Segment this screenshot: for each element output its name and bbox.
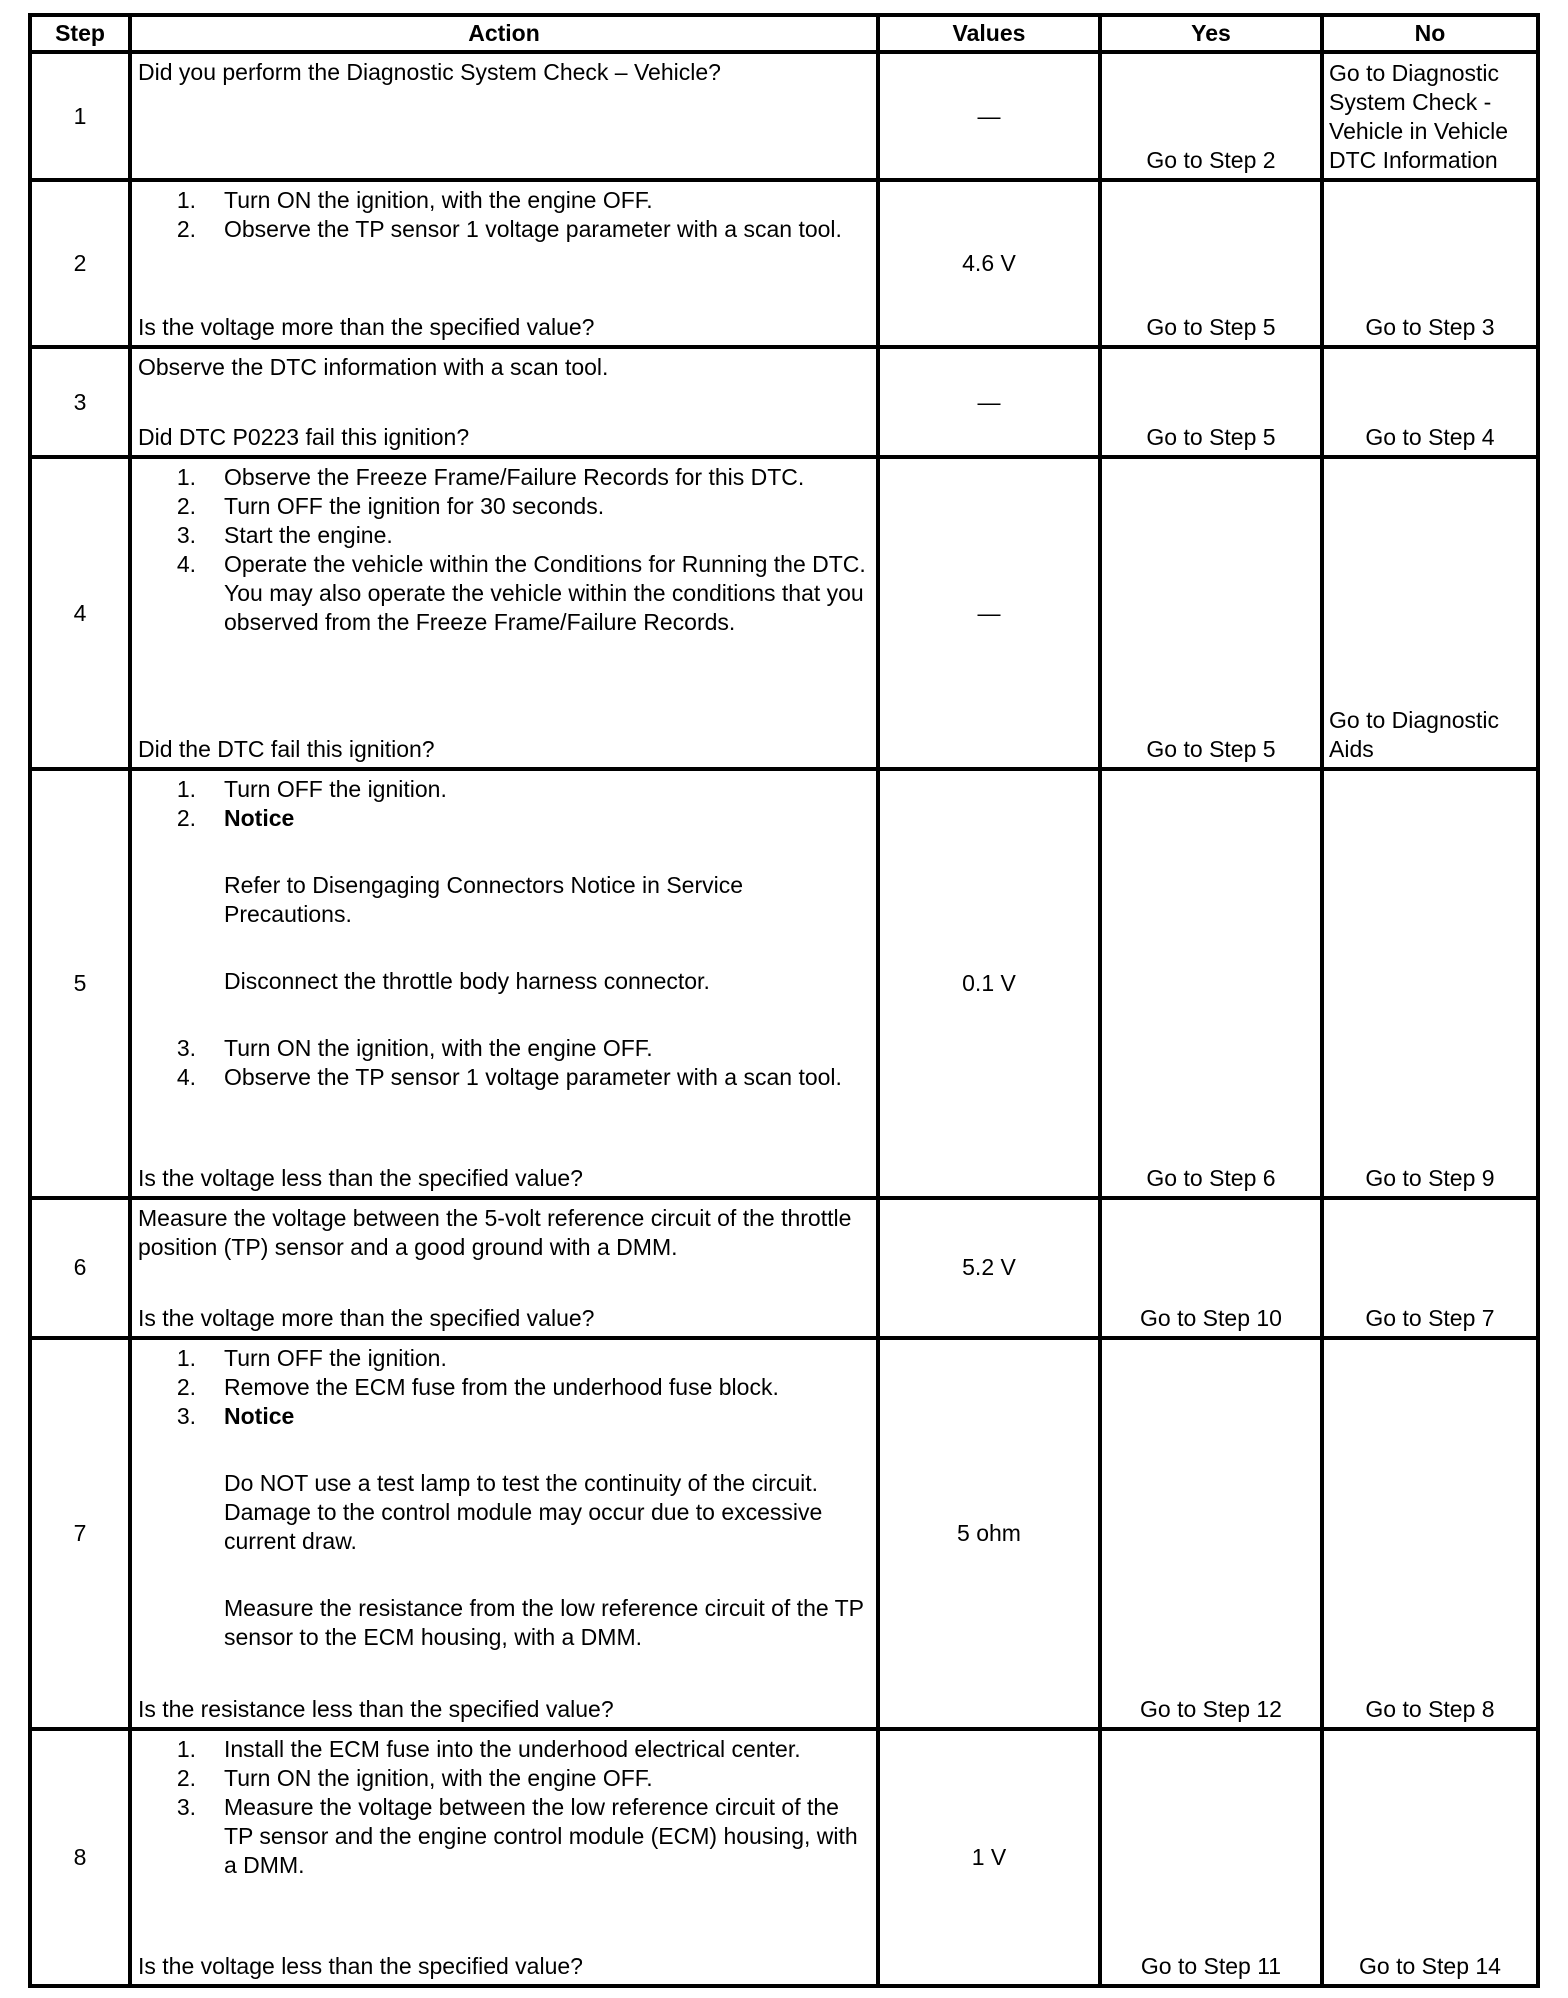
value-cell: 5 ohm: [878, 1338, 1100, 1729]
notice-text: Do NOT use a test lamp to test the continuity of the circuit. Damage to the control module may occur due to excessive current draw.: [224, 1469, 823, 1554]
table-row: [30, 457, 1538, 768]
no-result: Go to Step 8: [1365, 1696, 1495, 1723]
action-cell: [130, 1729, 878, 1986]
action-steps: [138, 186, 870, 244]
value-cell: 5.2 V: [878, 1198, 1100, 1338]
no-cell: [1322, 769, 1538, 1199]
action-cell: [130, 1338, 878, 1729]
no-result: Go to Step 9: [1365, 1165, 1495, 1192]
value-cell: 1 V: [878, 1729, 1100, 1986]
no-cell: [1322, 1338, 1538, 1729]
list-item: 3. Notice Do NOT use a test lamp to test the continuity of the circuit. Damage to the control module may occur due to excessive current draw. Measure the resistance from the low reference circuit of the TP sensor to the ECM housing, with a DMM.: [138, 1402, 870, 1652]
action-question: Did you perform the Diagnostic System Check – Vehicle?: [138, 59, 721, 85]
list-item: 1. Turn ON the ignition, with the engine OFF.: [176, 187, 653, 214]
list-item: 3. Measure the voltage between the low reference circuit of the TP sensor and the engine control module (ECM) housing, with a DMM.: [176, 1794, 858, 1879]
action-cell: [130, 769, 878, 1199]
step-number: 2: [30, 180, 130, 347]
header-row: [30, 15, 1538, 52]
table-row: [30, 52, 1538, 180]
yes-cell: [1100, 52, 1322, 180]
action-steps: [138, 1735, 870, 1880]
list-item: 1. Turn OFF the ignition.: [176, 1344, 447, 1371]
value-cell: —: [878, 52, 1100, 180]
value-cell: 0.1 V: [878, 769, 1100, 1199]
list-item: 4. Operate the vehicle within the Conditions for Running the DTC. You may also operate the vehicle within the conditions that you observed from the Freeze Frame/Failure Records.: [176, 551, 866, 636]
action-text: Measure the voltage between the 5-volt reference circuit of the throttle position (TP) sensor and a good ground with a DMM.: [138, 1205, 852, 1261]
no-result: Go to Diagnostic Aids: [1329, 706, 1500, 762]
yes-cell: [1100, 769, 1322, 1199]
yes-result: Go to Step 12: [1140, 1696, 1282, 1723]
yes-cell: [1100, 1198, 1322, 1338]
no-cell: [1322, 1729, 1538, 1986]
table-row: [30, 180, 1538, 347]
no-result: Go to Step 3: [1365, 314, 1495, 341]
yes-cell: [1100, 180, 1322, 347]
no-cell: [1322, 347, 1538, 457]
action-question: Is the voltage more than the specified value?: [138, 314, 595, 341]
yes-cell: [1100, 347, 1322, 457]
step-number: 6: [30, 1198, 130, 1338]
list-item: 1. Install the ECM fuse into the underhood electrical center.: [176, 1736, 801, 1763]
step-number: 1: [30, 52, 130, 180]
header-yes: Yes: [1100, 15, 1322, 52]
notice-title: Notice: [224, 804, 295, 831]
table-row: [30, 769, 1538, 1199]
action-question: Is the resistance less than the specified value?: [138, 1696, 614, 1723]
notice-action: Measure the resistance from the low reference circuit of the TP sensor to the ECM housing, with a DMM.: [224, 1594, 864, 1650]
notice-action: Disconnect the throttle body harness connector.: [224, 967, 710, 994]
list-item: 3. Turn ON the ignition, with the engine OFF.: [176, 1034, 653, 1061]
yes-result: Go to Step 6: [1146, 1165, 1276, 1192]
yes-cell: [1100, 457, 1322, 768]
list-item: 2. Turn OFF the ignition for 30 seconds.: [176, 493, 605, 520]
no-result: Go to Step 14: [1359, 1953, 1501, 1979]
action-text: Observe the DTC information with a scan tool.: [138, 354, 609, 381]
action-question: Is the voltage less than the specified value?: [138, 1165, 583, 1192]
yes-result: Go to Step 2: [1146, 147, 1276, 174]
step-number: 5: [30, 769, 130, 1199]
action-cell: [130, 1198, 878, 1338]
step-number: 8: [30, 1729, 130, 1986]
value-cell: 4.6 V: [878, 180, 1100, 347]
list-item: 1. Observe the Freeze Frame/Failure Records for this DTC.: [176, 464, 805, 491]
action-question: Did DTC P0223 fail this ignition?: [138, 424, 470, 451]
action-steps: [138, 463, 870, 637]
action-steps: [138, 1344, 870, 1652]
header-action: Action: [130, 15, 878, 52]
action-steps: [138, 775, 870, 1092]
action-cell: [130, 457, 878, 768]
yes-cell: [1100, 1729, 1322, 1986]
no-result: Go to Step 4: [1365, 424, 1495, 451]
action-question: Is the voltage less than the specified value?: [138, 1953, 583, 1979]
no-cell: [1322, 457, 1538, 768]
list-item: 2. Notice Refer to Disengaging Connectors Notice in Service Precautions. Disconnect the throttle body harness connector.: [138, 804, 870, 1034]
table-row: [30, 1338, 1538, 1729]
yes-result: Go to Step 5: [1146, 314, 1276, 341]
no-result: Go to Step 7: [1365, 1304, 1495, 1331]
no-result: Go to Diagnostic System Check - Vehicle in Vehicle DTC Information: [1329, 60, 1509, 174]
step-number: 7: [30, 1338, 130, 1729]
value-cell: —: [878, 457, 1100, 768]
action-question: Is the voltage more than the specified value?: [138, 1304, 595, 1331]
header-values: Values: [878, 15, 1100, 52]
notice-text: Refer to Disengaging Connectors Notice in Service Precautions.: [224, 871, 744, 927]
notice-title: Notice: [224, 1402, 295, 1429]
yes-result: Go to Step 10: [1140, 1304, 1282, 1331]
action-cell: [130, 347, 878, 457]
yes-result: Go to Step 5: [1146, 424, 1276, 451]
table-row: [30, 1729, 1538, 1986]
list-item: 4. Observe the TP sensor 1 voltage parameter with a scan tool.: [176, 1063, 842, 1090]
yes-result: Go to Step 5: [1146, 735, 1276, 762]
yes-cell: [1100, 1338, 1322, 1729]
yes-result: Go to Step 11: [1140, 1953, 1282, 1979]
table-row: [30, 1198, 1538, 1338]
header-step: Step: [30, 15, 130, 52]
no-cell: [1322, 1198, 1538, 1338]
list-item: 2. Turn ON the ignition, with the engine OFF.: [176, 1765, 653, 1792]
list-item: 2. Remove the ECM fuse from the underhood fuse block.: [176, 1373, 779, 1400]
list-item: 3. Start the engine.: [176, 522, 393, 549]
list-item: 1. Turn OFF the ignition.: [176, 775, 447, 802]
diagnostic-table: [28, 13, 1540, 1988]
action-cell: [130, 52, 878, 180]
header-no: No: [1322, 15, 1538, 52]
action-question: Did the DTC fail this ignition?: [138, 735, 435, 762]
no-cell: [1322, 52, 1538, 180]
step-number: 3: [30, 347, 130, 457]
list-item: 2. Observe the TP sensor 1 voltage parameter with a scan tool.: [176, 216, 842, 243]
action-cell: [130, 180, 878, 347]
value-cell: —: [878, 347, 1100, 457]
no-cell: [1322, 180, 1538, 347]
table-row: [30, 347, 1538, 457]
step-number: 4: [30, 457, 130, 768]
